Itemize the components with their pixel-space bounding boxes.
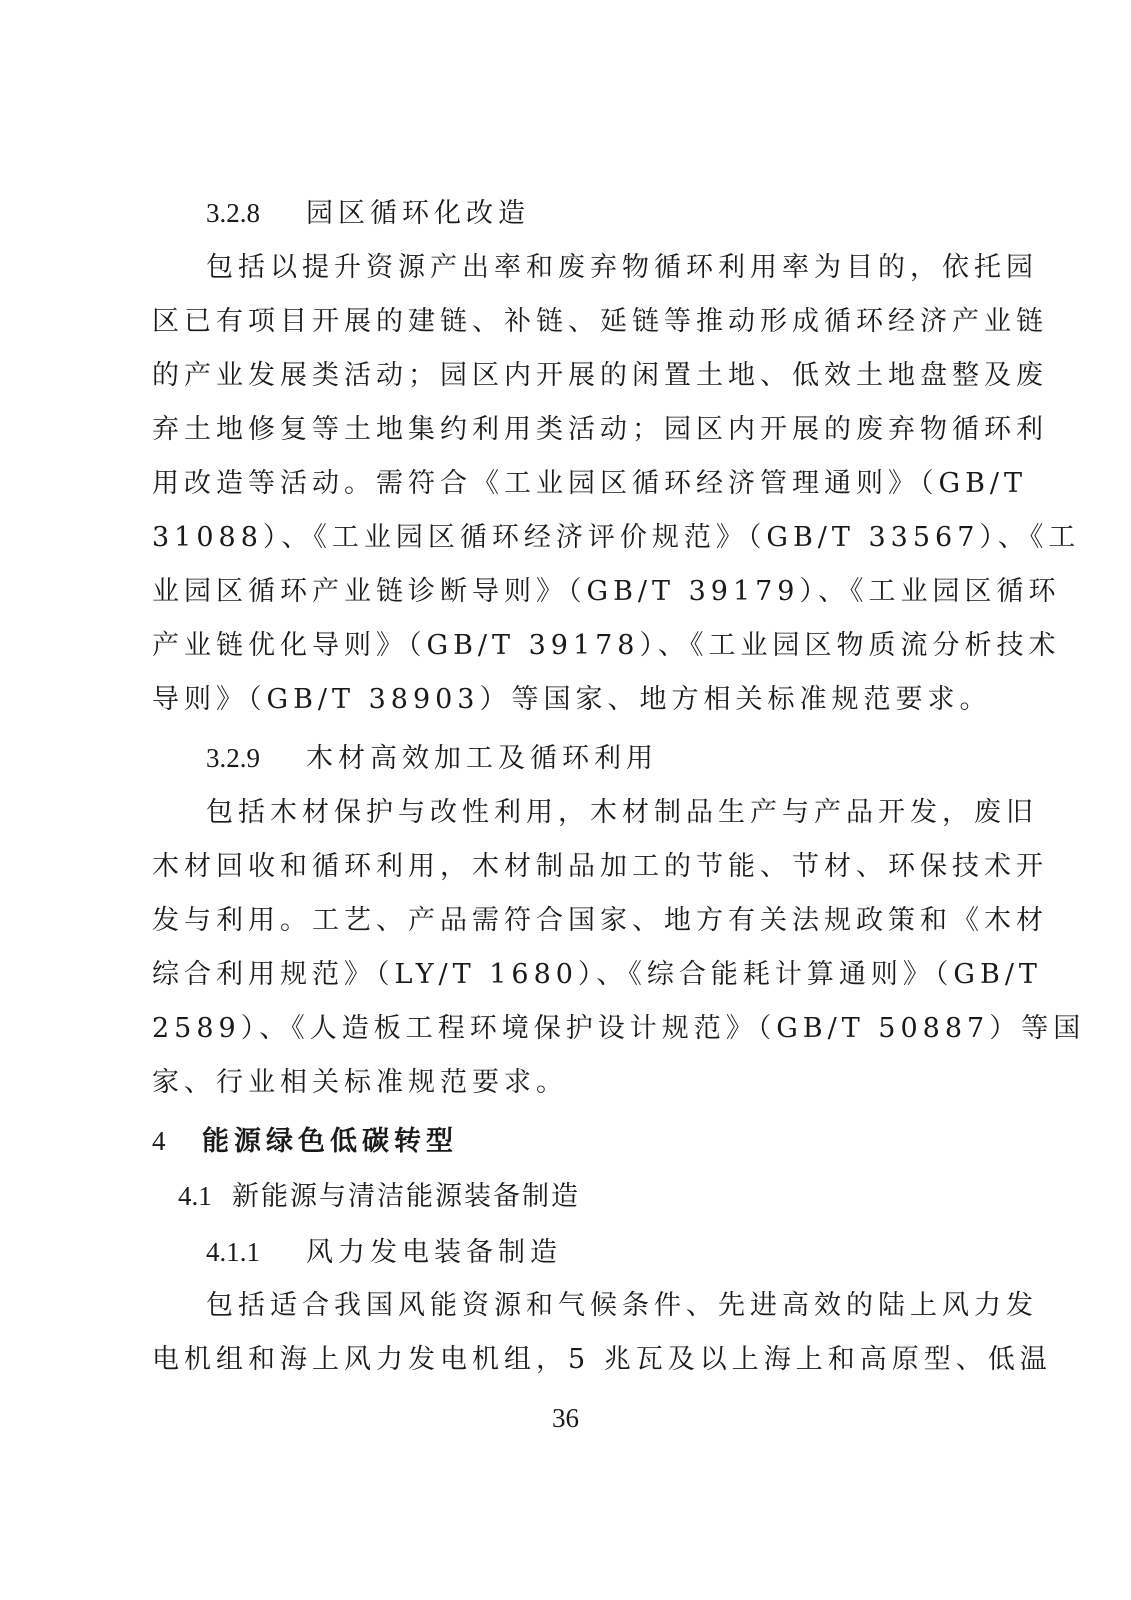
paragraph-line: 木材回收和循环利用，木材制品加工的节能、节材、环保技术开 xyxy=(152,851,1048,882)
paragraph-line: 用改造等活动。需符合《工业园区循环经济管理通则》（GB/T xyxy=(152,468,1028,499)
paragraph-line: 的产业发展类活动；园区内开展的闲置土地、低效土地盘整及废 xyxy=(152,360,1048,391)
paragraph-line: 导则》（GB/T 38903）等国家、地方相关标准规范要求。 xyxy=(152,684,992,715)
chapter-heading-4 xyxy=(152,1114,458,1168)
section-number: 3.2.8 xyxy=(206,198,260,228)
section-heading-3-2-9 xyxy=(206,731,658,785)
paragraph-line: 包括木材保护与改性利用，木材制品生产与产品开发，废旧 xyxy=(206,797,1038,828)
paragraph-line: 产业链优化导则》（GB/T 39178）、《工业园区物质流分析技术 xyxy=(152,630,1061,661)
chapter-title: 能源绿色低碳转型 xyxy=(202,1126,458,1157)
page-number: 36 xyxy=(552,1403,579,1433)
paragraph-line: 发与利用。工艺、产品需符合国家、地方有关法规政策和《木材 xyxy=(152,905,1048,936)
section-heading-4-1 xyxy=(178,1169,580,1223)
section-title: 风力发电装备制造 xyxy=(306,1237,562,1268)
paragraph-line: 包括以提升资源产出率和废弃物循环利用率为目的，依托园 xyxy=(206,252,1038,283)
section-number: 4.1.1 xyxy=(206,1237,260,1267)
paragraph-line: 包括适合我国风能资源和气候条件、先进高效的陆上风力发 xyxy=(206,1290,1038,1321)
paragraph-line: 31088）、《工业园区循环经济评价规范》（GB/T 33567）、《工 xyxy=(152,522,1081,553)
section-title: 木材高效加工及循环利用 xyxy=(306,743,658,774)
section-heading-4-1-1 xyxy=(206,1225,562,1279)
paragraph-line: 家、行业相关标准规范要求。 xyxy=(152,1067,568,1098)
paragraph-line: 2589）、《人造板工程环境保护设计规范》（GB/T 50887）等国 xyxy=(152,1013,1086,1044)
section-heading-3-2-8 xyxy=(206,186,530,240)
paragraph-line: 弃土地修复等土地集约利用类活动；园区内开展的废弃物循环利 xyxy=(152,414,1048,445)
paragraph-line: 电机组和海上风力发电机组，5 兆瓦及以上海上和高原型、低温 xyxy=(152,1344,1052,1375)
section-title: 园区循环化改造 xyxy=(306,198,530,229)
paragraph-line: 区已有项目开展的建链、补链、延链等推动形成循环经济产业链 xyxy=(152,306,1048,337)
paragraph-line: 业园区循环产业链诊断导则》（GB/T 39179）、《工业园区循环 xyxy=(152,576,1061,607)
paragraph-line: 综合利用规范》（LY/T 1680）、《综合能耗计算通则》（GB/T xyxy=(152,959,1042,990)
chapter-number: 4 xyxy=(152,1126,166,1156)
section-title: 新能源与清洁能源装备制造 xyxy=(232,1181,580,1212)
section-number: 3.2.9 xyxy=(206,743,260,773)
section-number: 4.1 xyxy=(178,1181,212,1211)
